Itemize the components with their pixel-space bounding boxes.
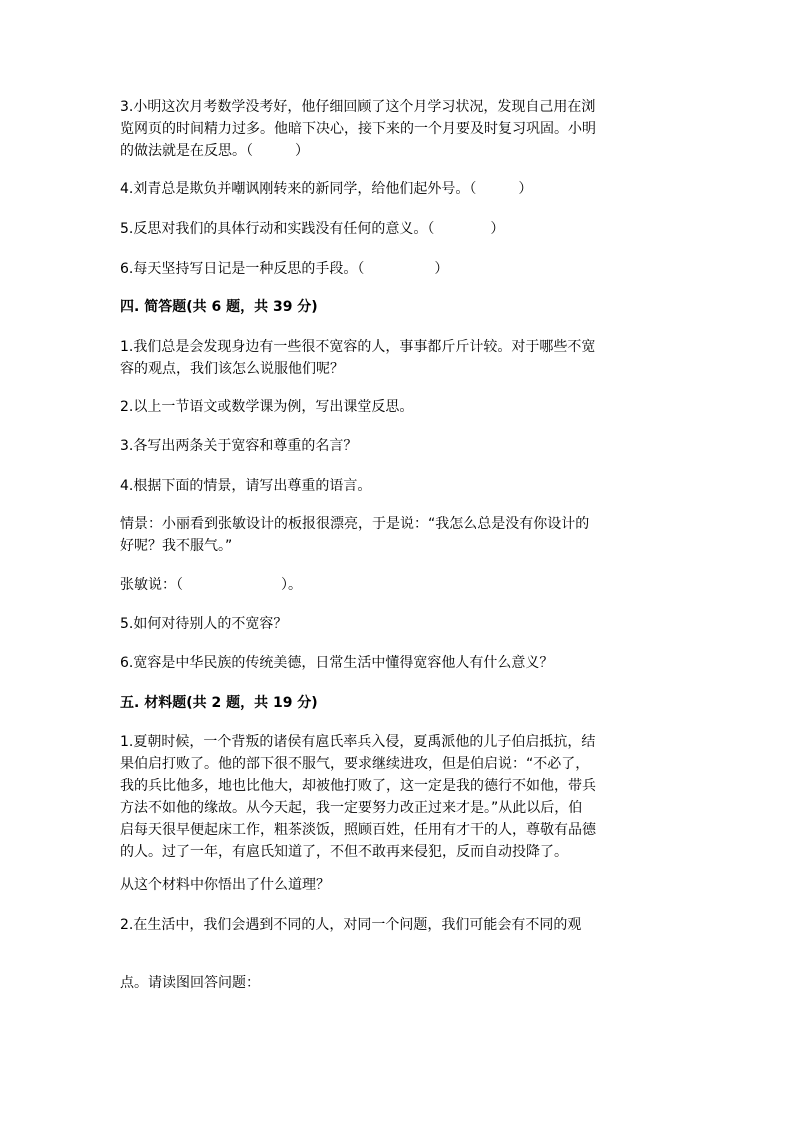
s5-q1-line-4: 方法不如他的缘故。从今天起，我一定要努力改正过来才是。”从此以后，伯 — [120, 800, 583, 816]
judge-q3-line-3: 的做法就是在反思。（ ） — [120, 143, 309, 159]
s4-q1-line-1: 1.我们总是会发现身边有一些很不宽容的人，事事都斤斤计较。对于哪些不宽 — [120, 339, 596, 355]
s5-q1-line-1: 1.夏朝时候，一个背叛的诸侯有扈氏率兵入侵，夏禹派他的儿子伯启抵抗，结 — [120, 734, 596, 750]
s5-q1-line-5: 启每天很早便起床工作，粗茶淡饭，照顾百姓，任用有才干的人，尊敬有品德 — [120, 822, 596, 838]
judge-q5: 5.反思对我们的具体行动和实践没有任何的意义。（ ） — [120, 221, 505, 237]
s4-scenario-line-1: 情景：小丽看到张敏设计的板报很漂亮，于是说：“我怎么总是没有你设计的 — [120, 516, 590, 532]
s4-q4: 4.根据下面的情景，请写出尊重的语言。 — [120, 478, 372, 494]
s4-q2: 2.以上一节语文或数学课为例，写出课堂反思。 — [120, 399, 414, 415]
s5-q1-prompt: 从这个材料中你悟出了什么道理？ — [120, 877, 330, 893]
judge-q3-line-2: 览网页的时间精力过多。他暗下决心，接下来的一个月要及时复习巩固。小明 — [120, 121, 596, 137]
s5-q2-line-1: 2.在生活中，我们会遇到不同的人，对同一个问题，我们可能会有不同的观 — [120, 917, 582, 933]
s5-q1-line-3: 我的兵比他多，地也比他大，却被他打败了，这一定是我的德行不如他，带兵 — [120, 778, 596, 794]
s4-q3: 3.各写出两条关于宽容和尊重的名言？ — [120, 438, 358, 454]
s4-q1-line-2: 容的观点，我们该怎么说服他们呢？ — [120, 361, 344, 377]
s5-q1-line-6: 的人。过了一年，有扈氏知道了，不但不敢再来侵犯，反而自动投降了。 — [120, 844, 568, 860]
s4-answer-line: 张敏说：（ ）。 — [120, 577, 302, 593]
s4-q6: 6.宽容是中华民族的传统美德，日常生活中懂得宽容他人有什么意义？ — [120, 655, 554, 671]
section5-title: 五. 材料题(共 2 题，共 19 分) — [120, 695, 318, 711]
judge-q4: 4.刘青总是欺负并嘲讽刚转来的新同学，给他们起外号。（ ） — [120, 181, 533, 197]
section4-title: 四. 简答题(共 6 题，共 39 分) — [120, 299, 318, 315]
judge-q6: 6.每天坚持写日记是一种反思的手段。（ ） — [120, 261, 449, 277]
judge-q3-line-1: 3.小明这次月考数学没考好，他仔细回顾了这个月学习状况，发现自己用在浏 — [120, 99, 596, 115]
s5-q1-line-2: 果伯启打败了。他的部下很不服气，要求继续进攻，但是伯启说：“不必了， — [120, 756, 590, 772]
s5-q2-line-2: 点。请读图回答问题： — [120, 975, 260, 991]
s4-q5: 5.如何对待别人的不宽容？ — [120, 616, 288, 632]
s4-scenario-line-2: 好呢？我不服气。” — [120, 538, 233, 554]
